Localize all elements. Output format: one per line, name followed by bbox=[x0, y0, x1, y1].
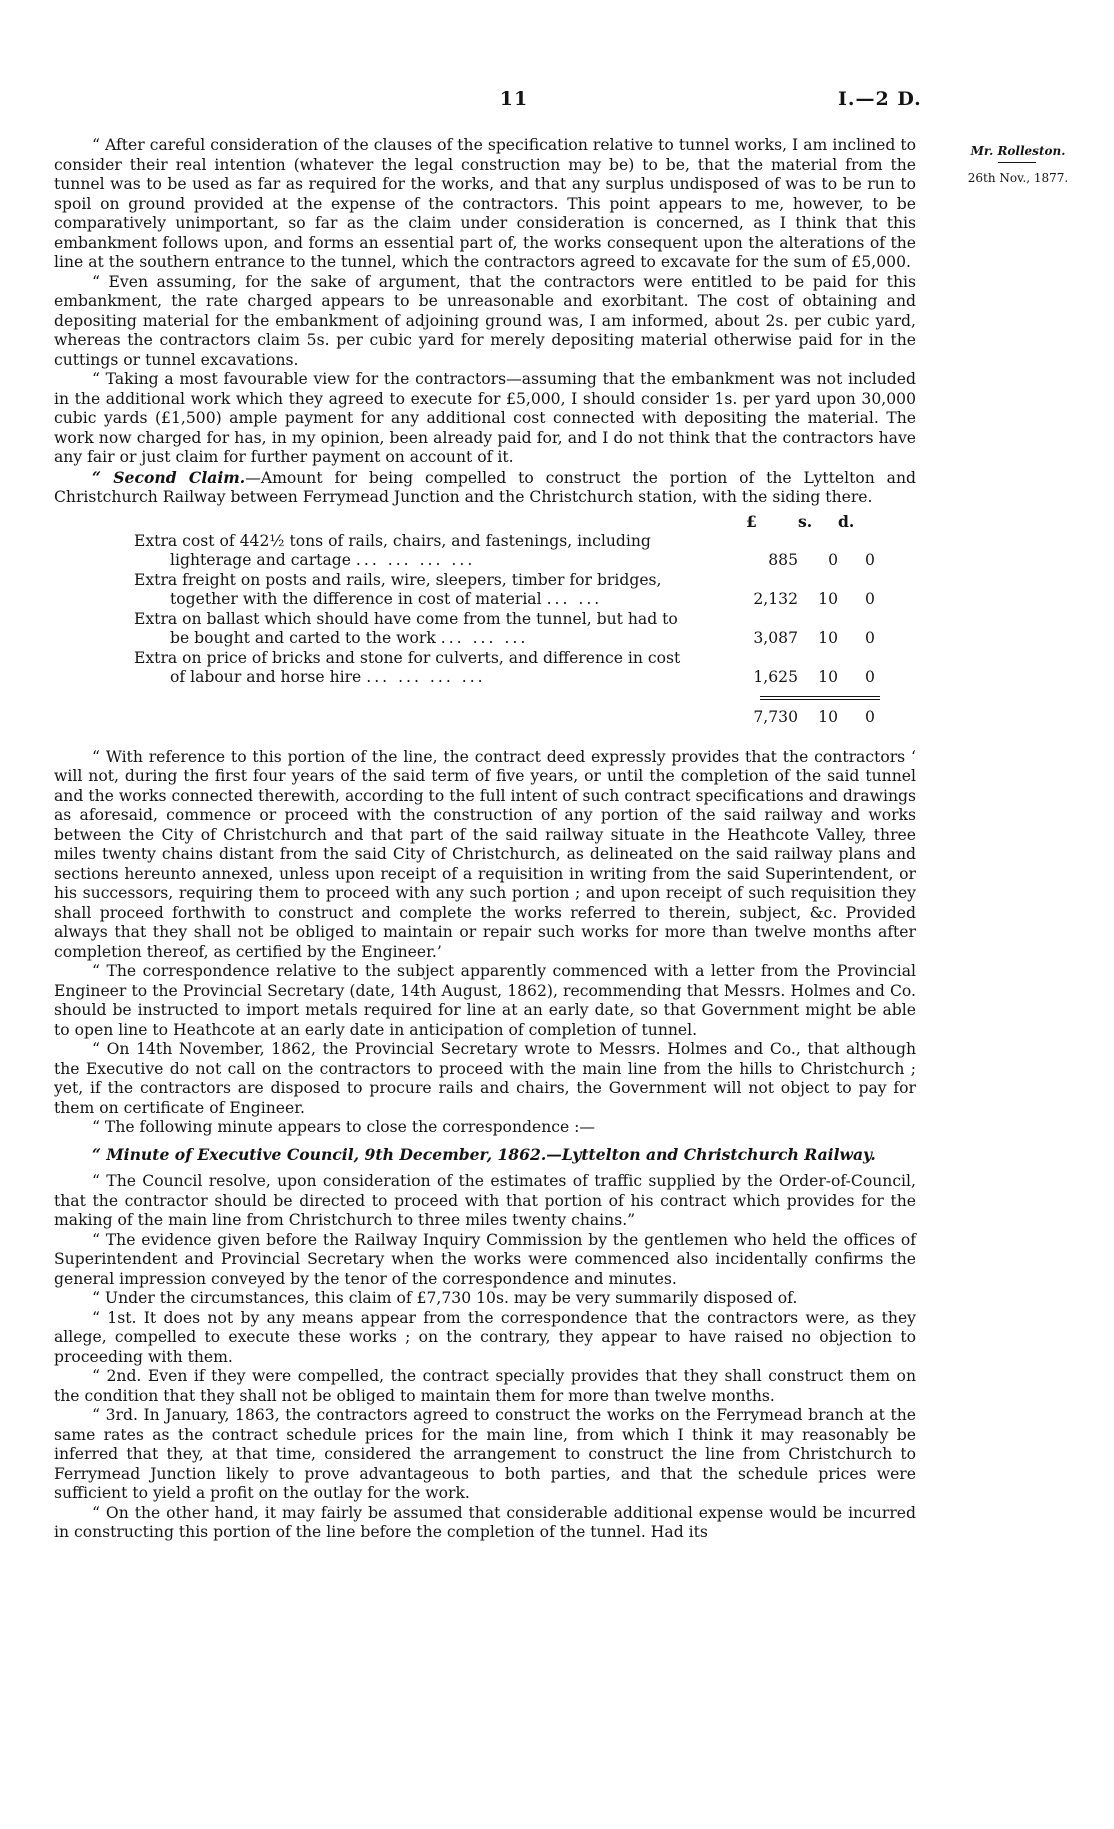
margin-speaker: Mr. Rolleston. bbox=[970, 144, 1066, 158]
total-rule bbox=[760, 699, 880, 700]
total-amount bbox=[753, 707, 880, 728]
claim-table bbox=[54, 512, 916, 744]
paragraph: “ Taking a most favourable view for the contractors—assuming that the embankment was not included in the additional work which they agreed to execute for £5,000, I should consider 1s. per yard upon 30,000 cubic yards (£1,500) ample payment for any additional cost connected with depositing the material. The work now charged for has, in my opinion, been already paid for, and I do not think that the contractors have any fair or just claim for further payment on account of it. bbox=[54, 370, 916, 466]
row-shillings: 0 bbox=[828, 550, 838, 569]
row-description-cont: together with the difference in cost of material bbox=[170, 590, 542, 608]
paragraph: “ The Council resolve, upon consideration of the estimates of traffic supplied by the Order-of-Council, that the contractor should be directed to proceed with that portion of his contract which provides for the making of the main line from Christchurch to three miles twenty chains.” bbox=[54, 1172, 916, 1229]
paragraph: “ 3rd. In January, 1863, the contractors agreed to construct the works on the Ferrymead branch at the same rates as the contract schedule prices for the main line, from which I think it may reasonably be inferred that they, at that time, considered the arrangement to construct the line from Christchurch to Ferrymead Junction likely to prove advantageous to both parties, and that the schedule prices were sufficient to yield a profit on the outlay for the work. bbox=[54, 1406, 916, 1502]
col-pence: d. bbox=[838, 511, 855, 531]
row-description: Extra cost of 442½ tons of rails, chairs, and fastenings, including bbox=[134, 531, 651, 550]
row-amount bbox=[753, 628, 880, 649]
row-pounds: 885 bbox=[768, 550, 798, 569]
row-shillings: 10 bbox=[818, 589, 838, 608]
total-rule bbox=[760, 696, 880, 697]
row-pounds: 2,132 bbox=[753, 589, 798, 608]
paragraph: “ The evidence given before the Railway Inquiry Commission by the gentlemen who held the offices of Superintendent and Provincial Secretary when the works were commenced also incidentally confirms the general impression conveyed by the tenor of the correspondence and minutes. bbox=[54, 1230, 916, 1288]
paragraph: “ 1st. It does not by any means appear from the correspondence that the contractors were, as they allege, compelled to execute these works ; on the contrary, they appear to have raised no objection to proceeding with them. bbox=[54, 1308, 916, 1366]
paragraph: “ The following minute appears to close the correspondence :— bbox=[92, 1118, 596, 1136]
row-amount bbox=[760, 551, 880, 571]
row-amount bbox=[753, 589, 880, 610]
row-shillings: 10 bbox=[818, 628, 838, 647]
paragraph: “ On 14th November, 1862, the Provincial Secretary wrote to Messrs. Holmes and Co., that although the Executive do not call on the contractors to proceed with the main line from the hills to Christchurch ; yet, if the contractors are disposed to procure rails and chairs, the Government will not object to pay for them on certificate of Engineer. bbox=[54, 1040, 916, 1117]
row-description: Extra on price of bricks and stone for culverts, and difference in cost bbox=[134, 648, 681, 667]
total-pence: 0 bbox=[865, 707, 875, 726]
row-shillings: 10 bbox=[818, 667, 838, 686]
second-claim-paragraph bbox=[54, 468, 916, 508]
margin-divider bbox=[998, 162, 1036, 163]
table-row bbox=[134, 532, 774, 571]
second-claim-text: —Amount for being compelled to construct the portion of the Lyttelton and Christchurch Railway between Ferrymead Junction and the Christchurch station, with the siding there. bbox=[54, 468, 916, 506]
minute-heading: “ Minute of Executive Council, 9th December, 1862.—Lyttelton and Christchurch Railway. bbox=[92, 1144, 876, 1164]
row-description: Extra freight on posts and rails, wire, sleepers, timber for bridges, bbox=[134, 570, 662, 589]
row-description-cont: be bought and carted to the work bbox=[170, 629, 436, 647]
row-pounds: 1,625 bbox=[753, 667, 798, 686]
paragraph: “ 2nd. Even if they were compelled, the contract specially provides that they shall construct them on the condition that they shall not be obliged to maintain them for more than twelve months. bbox=[54, 1367, 916, 1405]
paragraph: “ On the other hand, it may fairly be assumed that considerable additional expense would be incurred in constructing this portion of the line before the completion of the tunnel. Had its bbox=[54, 1503, 916, 1541]
row-pence: 0 bbox=[865, 589, 875, 608]
second-claim-label: “ Second Claim. bbox=[92, 467, 246, 487]
page-number: 11 bbox=[499, 88, 529, 110]
row-pence: 0 bbox=[865, 667, 875, 686]
row-description-cont: of labour and horse hire bbox=[170, 668, 362, 686]
paragraph: “ The correspondence relative to the subject apparently commenced with a letter from the Provincial Engineer to the Provincial Secretary (date, 14th August, 1862), recommending that Messrs. Holmes and Co. should be instructed to import metals required for line at an early date, so that Government might be able to open line to Heathcote at an early date in anticipation of completion of tunnel. bbox=[54, 962, 916, 1039]
row-amount bbox=[753, 667, 880, 688]
row-pence: 0 bbox=[865, 628, 875, 647]
row-pence: 0 bbox=[865, 550, 875, 569]
margin-date: 26th Nov., 1877. bbox=[967, 171, 1069, 185]
row-pounds: 3,087 bbox=[753, 628, 798, 647]
paragraph: “ With reference to this portion of the line, the contract deed expressly provides that the contractors ‘ will not, during the first four years of the said term of five years, or until the completion of the said tunnel and the works connected therewith, according to the full intent of such contract specifications and drawings as aforesaid, commence or proceed with the construction of any portion of the said railway and works between the City of Christchurch and that part of the said railway situate in the Heathcote Valley, three miles twenty chains distant from the said City of Christchurch, as delineated on the said railway plans and sections hereunto annexed, unless upon receipt of a requisition in writing from the said Superintendent, or his successors, requiring them to proceed with any such portion ; and upon receipt of such requisition they shall proceed forthwith to construct and complete the works referred to therein, subject, &c. Provided always that they shall not be obliged to maintain or repair such works for more than twelve months after completion thereof, as certified by the Engineer.’ bbox=[54, 747, 916, 961]
row-leader: ... ... bbox=[546, 590, 603, 608]
paragraph: “ Under the circumstances, this claim of £7,730 10s. may be very summarily disposed of. bbox=[92, 1289, 798, 1307]
total-pounds: 7,730 bbox=[753, 707, 798, 726]
table-row bbox=[134, 610, 774, 649]
paragraph: “ Even assuming, for the sake of argument, that the contractors were entitled to be paid for this embankment, the rate charged appears to be unreasonable and exorbitant. The cost of obtaining and depositing material for the embankment of adjoining ground was, I am informed, about 2s. per cubic yard, whereas the contractors claim 5s. per cubic yard for merely depositing material otherwise paid for in the cuttings or tunnel excavations. bbox=[54, 272, 916, 369]
row-description: Extra on ballast which should have come from the tunnel, but had to bbox=[134, 609, 678, 628]
row-leader: ... ... ... bbox=[440, 629, 529, 647]
row-leader: ... ... ... ... bbox=[366, 668, 486, 686]
paragraph: “ After careful consideration of the clauses of the specification relative to tunnel works, I am inclined to consider their real intention (whatever the legal construction may be) to be, that the material from the tunnel was to be used as far as required for the works, and that any surplus undisposed of was to be run to spoil on ground provided at the expense of the contractors. This point appears to me, however, to be comparatively unimportant, so far as the claim under consideration is concerned, as I think that this embankment follows upon, and forms an essential part of, the works consequent upon the alterations of the line at the southern entrance to the tunnel, which the contractors agreed to excavate for the sum of £5,000. bbox=[54, 136, 916, 271]
row-description-cont: lighterage and cartage bbox=[170, 551, 351, 569]
document-body bbox=[54, 136, 916, 1543]
total-shillings: 10 bbox=[818, 707, 838, 726]
col-shillings: s. bbox=[798, 511, 813, 531]
col-pounds: £ bbox=[746, 511, 757, 531]
document-reference: I.—2 D. bbox=[838, 88, 922, 110]
table-row bbox=[134, 649, 774, 688]
table-row bbox=[134, 571, 774, 610]
row-leader: ... ... ... ... bbox=[355, 551, 476, 569]
